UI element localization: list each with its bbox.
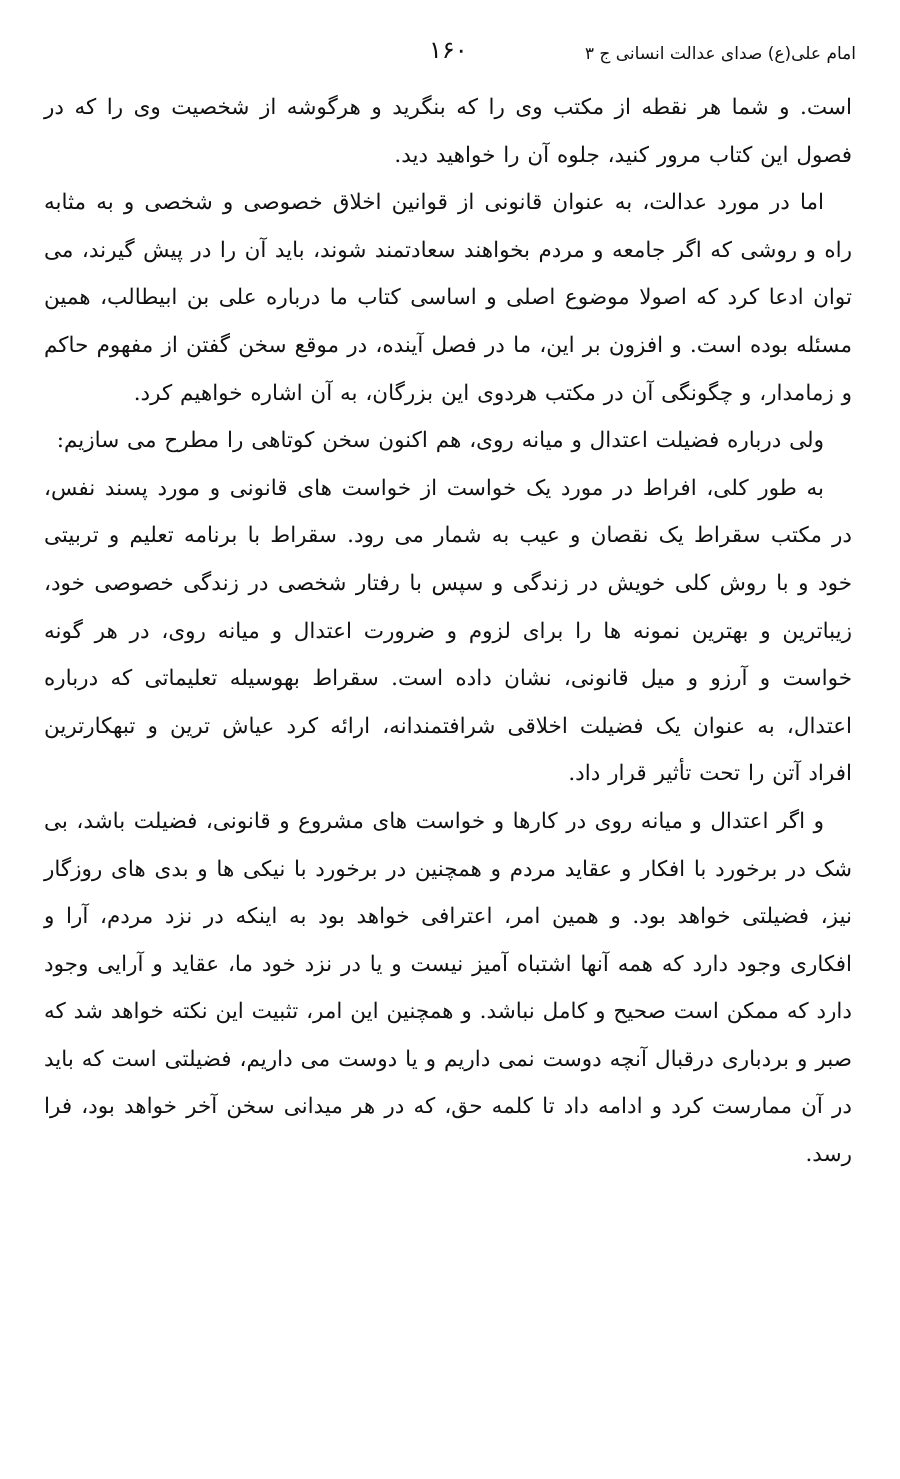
paragraph-justice: اما در مورد عدالت، به عنوان قانونی از قوانین اخلاق خصوصی و شخصی و به مثابه راه و روشی که اگر جامعه و مردم بخواهند سعادتمند شوند، باید آن را در پیش گیرند، می توان ادعا کرد که اصولا موضوع اصلی و اساسی کتاب ما درباره علی بن ابیطالب، همین مسئله بوده است. و افزون بر این، ما در فصل آینده، در موقع سخن گفتن از مفهوم حاکم و زمامدار، و چگونگی آن در مکتب هردوی این بزرگان، به آن اشاره خواهیم کرد. bbox=[44, 190, 852, 406]
paragraph-socrates: به طور کلی، افراط در مورد یک خواست از خواست های قانونی و مورد پسند نفس، در مکتب سقراط یک نقصان و عیب به شمار می رود. سقراط با برنامه تعلیم و تربیتی خود و با روش کلی خویش در زندگی و سپس با رفتار شخصی در زندگی خصوصی خود، زیباترین و بهترین نمونه ها را برای لزوم و ضرورت اعتدال و میانه روی، در هر گونه خواست و آرزو و میل قانونی، نشان داده است. سقراط بهوسیله تعلیماتی که درباره اعتدال، به عنوان یک فضیلت اخلاقی شرافتمندانه، ارائه کرد عیاش ترین و تبهکارترین افراد آتن را تحت تأثیر قرار داد. bbox=[44, 475, 852, 787]
paragraph-virtue-of-moderation: و اگر اعتدال و میانه روی در کارها و خواست های مشروع و قانونی، فضیلت باشد، بی شک در برخورد با افکار و عقاید مردم و همچنین در برخورد با نیکی ها و بدی های روزگار نیز، فضیلتی خواهد بود. و همین امر، اعترافی خواهد بود به اینکه در نزد مردم، آرا و افکاری وجود دارد که همه آنها اشتباه آمیز نیست و یا در نزد خود ما، عقاید و آرایی وجود دارد که ممکن است صحیح و کامل نباشد. و همچنین این امر، تثبیت این نکته خواهد شد که صبر و بردباری درقبال آنچه دوست نمی داریم و یا دوست می داریم، فضیلتی است که باید در آن ممارست کرد و ادامه داد تا کلمه حق، که در هر میدانی سخن آخر خواهد بود، فرا رسد. bbox=[44, 808, 852, 1168]
book-title: امام علی(ع) صدای عدالت انسانی ج ۳ bbox=[584, 44, 856, 64]
body-text bbox=[44, 84, 852, 1179]
paragraph-moderation-intro: ولی درباره فضیلت اعتدال و میانه روی، هم اکنون سخن کوتاهی را مطرح می سازیم: bbox=[56, 428, 824, 454]
paragraph-continuation: است. و شما هر نقطه از مکتب وی را که بنگرید و هرگوشه از شخصیت وی را که در فصول این کتاب مرور کنید، جلوه آن را خواهید دید. bbox=[44, 95, 852, 168]
page-number: ۱۶۰ bbox=[429, 36, 468, 64]
running-header bbox=[44, 36, 856, 76]
